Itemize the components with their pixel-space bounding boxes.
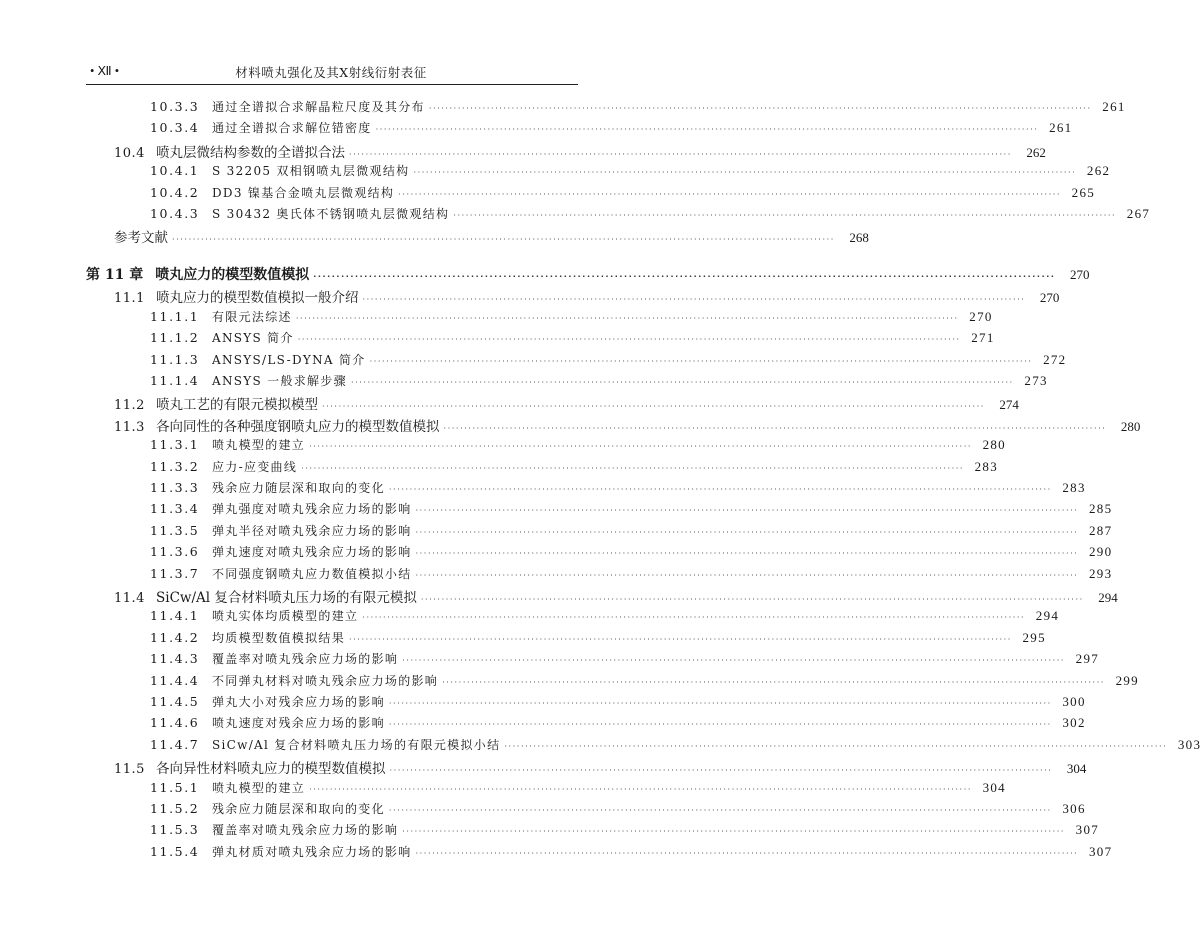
toc-entry	[0, 458, 999, 478]
entry-title: 各向异性材料喷丸应力的模型数值模拟	[156, 761, 386, 778]
dot-leader: ································································································································································	[413, 168, 1077, 178]
dot-leader: ································································································································································	[172, 235, 835, 245]
entry-page-number: 285	[1088, 501, 1113, 517]
entry-title: 喷丸应力的模型数值模拟	[155, 266, 310, 283]
entry-title: S 32205 双相钢喷丸层微观结构	[212, 164, 410, 179]
entry-title: ANSYS 一般求解步骤	[212, 373, 347, 388]
entry-title: 弹丸强度对喷丸残余应力场的影响	[212, 502, 412, 517]
header-rule	[86, 84, 578, 85]
toc-entry	[0, 393, 1019, 414]
entry-page-number: 270	[969, 308, 993, 324]
entry-page-number: 283	[1062, 479, 1086, 495]
dot-leader: ································································································································································	[453, 211, 1117, 220]
toc-entry	[0, 286, 1060, 307]
toc-entry	[0, 757, 1087, 778]
toc-entry	[0, 141, 1046, 161]
entry-title: 覆盖率对喷丸残余应力场的影响	[212, 652, 399, 667]
toc-entry	[0, 586, 1118, 606]
toc-entry	[0, 372, 1048, 392]
entry-page-number: 270	[1069, 266, 1090, 282]
entry-title: 不同强度钢喷丸应力数值模拟小结	[212, 566, 412, 581]
dot-leader: ································································································································································	[388, 484, 1052, 494]
entry-page-number: 295	[1022, 629, 1046, 645]
entry-title: SiCw/Al 复合材料喷丸压力场的有限元模拟小结	[212, 737, 501, 752]
entry-number: 11.3	[114, 419, 145, 435]
entry-page-number: 262	[1086, 163, 1111, 179]
entry-number: 11.3.3	[150, 479, 200, 495]
entry-title: 参考文献	[114, 230, 168, 247]
entry-number: 11.1.2	[150, 330, 200, 346]
entry-page-number: 287	[1088, 522, 1113, 538]
entry-number: 11.1.4	[150, 372, 200, 388]
toc-entry	[0, 98, 1126, 118]
entry-page-number: 273	[1024, 372, 1048, 388]
toc-entry	[0, 714, 1086, 734]
entry-page-number: 265	[1071, 184, 1096, 200]
entry-number: 11.2	[114, 398, 145, 414]
entry-page-number: 274	[999, 397, 1019, 413]
entry-title: 应力-应变曲线	[212, 459, 298, 474]
entry-title: 不同弹丸材料对喷丸残余应力场的影响	[212, 673, 439, 688]
entry-number: 11.5.1	[150, 779, 200, 795]
entry-number: 11.3.4	[150, 501, 200, 517]
dot-leader: ································································································································································	[415, 570, 1079, 580]
toc-entry	[0, 119, 1073, 139]
dot-leader: ································································································································································	[301, 463, 965, 473]
entry-page-number: 306	[1062, 800, 1086, 816]
toc-entry	[0, 351, 1067, 371]
entry-number: 11.4.4	[150, 672, 200, 688]
entry-number: 11.3.2	[150, 458, 200, 474]
entry-page-number: 261	[1049, 120, 1073, 136]
toc-entry	[0, 650, 1100, 670]
entry-number: 第 11 章	[86, 266, 144, 283]
dot-leader: ································································································································································	[398, 189, 1062, 199]
entry-number: 11.4	[114, 590, 145, 606]
entry-title: ANSYS 简介	[212, 331, 294, 346]
toc-entry	[0, 226, 869, 247]
toc-entry	[0, 308, 993, 328]
dot-leader: ································································································································································	[309, 442, 972, 452]
toc-entry	[0, 629, 1046, 649]
dot-leader: ································································································································································	[349, 634, 1012, 644]
toc-entry	[0, 779, 1006, 799]
entry-number: 10.4.1	[150, 163, 200, 179]
entry-number: 10.4.3	[150, 206, 200, 221]
entry-number: 11.4.6	[150, 715, 200, 731]
dot-leader: ································································································································································	[504, 741, 1168, 751]
entry-title: 喷丸工艺的有限元模拟模型	[156, 397, 318, 414]
entry-title: 均质模型数值模拟结果	[212, 630, 346, 645]
entry-number: 10.4	[114, 145, 145, 161]
toc-entry	[0, 821, 1100, 841]
entry-title: DD3 镍基合金喷丸层微观结构	[212, 185, 395, 200]
chapter-entry	[0, 264, 1090, 284]
dot-leader: ································································································································································	[369, 356, 1033, 366]
entry-number: 11.4.5	[150, 693, 200, 709]
dot-leader: ································································································································································	[428, 104, 1092, 113]
entry-title: 喷丸模型的建立	[212, 438, 306, 453]
entry-page-number: 307	[1088, 843, 1113, 859]
dot-leader: ································································································································································	[313, 271, 1056, 281]
dot-leader: ································································································································································	[442, 677, 1105, 687]
entry-page-number: 304	[1066, 761, 1087, 777]
toc-entry	[0, 162, 1111, 182]
entry-page-number: 307	[1075, 822, 1100, 838]
entry-number: 11.4.1	[150, 608, 200, 624]
dot-leader: ································································································································································	[420, 594, 1084, 604]
dot-leader: ································································································································································	[388, 720, 1052, 730]
dot-leader: ································································································································································	[388, 805, 1052, 815]
entry-page-number: 271	[971, 330, 995, 346]
toc-entry	[0, 736, 1201, 756]
toc-entry	[0, 184, 1096, 204]
entry-number: 11.3.1	[150, 437, 200, 453]
entry-page-number: 261	[1102, 99, 1126, 114]
entry-number: 11.3.6	[150, 544, 200, 560]
toc-entry	[0, 543, 1113, 563]
entry-number: 11.3.5	[150, 522, 200, 538]
entry-page-number: 262	[1026, 144, 1046, 160]
dot-leader: ································································································································································	[362, 295, 1026, 305]
entry-number: 11.5.4	[150, 843, 200, 859]
dot-leader: ································································································································································	[415, 549, 1079, 559]
entry-title: 弹丸速度对喷丸残余应力场的影响	[212, 545, 412, 560]
entry-page-number: 280	[982, 437, 1006, 453]
entry-number: 11.4.2	[150, 629, 200, 645]
entry-number: 11.5	[114, 762, 145, 778]
entry-page-number: 294	[1098, 589, 1118, 605]
dot-leader: ································································································································································	[375, 125, 1039, 135]
toc-entry	[0, 800, 1086, 820]
dot-leader: ································································································································································	[389, 766, 1053, 776]
entry-title: 通过全谱拟合求解晶粒尺度及其分布	[212, 100, 425, 114]
entry-title: 通过全谱拟合求解位错密度	[212, 121, 372, 136]
toc-entry	[0, 672, 1139, 692]
toc-entry	[0, 693, 1086, 713]
dot-leader: ································································································································································	[415, 848, 1079, 858]
dot-leader: ································································································································································	[415, 506, 1079, 516]
dot-leader: ································································································································································	[297, 335, 961, 345]
entry-number: 10.3.3	[150, 99, 200, 114]
entry-title: 各向同性的各种强度钢喷丸应力的模型数值模拟	[156, 418, 440, 435]
entry-title: 有限元法综述	[212, 309, 292, 324]
entry-page-number: 294	[1035, 608, 1060, 624]
entry-number: 11.4.3	[150, 651, 200, 667]
dot-leader: ································································································································································	[349, 149, 1012, 159]
entry-page-number: 303	[1177, 736, 1201, 752]
entry-title: 覆盖率对喷丸残余应力场的影响	[212, 823, 399, 838]
entry-page-number: 299	[1115, 672, 1139, 688]
entry-page-number: 304	[982, 779, 1006, 795]
entry-page-number: 300	[1062, 693, 1086, 709]
entry-title: 弹丸材质对喷丸残余应力场的影响	[212, 844, 412, 859]
toc-entry	[0, 415, 1141, 435]
entry-number: 11.1.1	[150, 308, 200, 324]
entry-title: 弹丸大小对残余应力场的影响	[212, 694, 385, 709]
entry-title: S 30432 奥氏体不锈钢喷丸层微观结构	[212, 207, 450, 221]
entry-title: 残余应力随层深和取向的变化	[212, 480, 385, 495]
entry-page-number: 283	[974, 458, 999, 474]
entry-title: SiCw/Al 复合材料喷丸压力场的有限元模拟	[156, 589, 417, 606]
running-title: 材料喷丸强化及其X射线衍射表征	[235, 65, 427, 80]
entry-page-number: 297	[1075, 651, 1100, 667]
entry-page-number: 270	[1039, 290, 1060, 306]
entry-title: 喷丸速度对残余应力场的影响	[212, 716, 385, 731]
entry-number: 11.1.3	[150, 351, 200, 367]
toc-entry	[0, 205, 1151, 225]
toc-entry	[0, 843, 1113, 863]
dot-leader: ································································································································································	[350, 377, 1014, 387]
dot-leader: ································································································································································	[443, 423, 1107, 433]
toc-entry	[0, 329, 995, 349]
toc-entry	[0, 565, 1113, 585]
dot-leader: ································································································································································	[362, 613, 1026, 623]
entry-number: 11.5.3	[150, 822, 200, 838]
page-header	[86, 60, 576, 82]
entry-title: 喷丸层微结构参数的全谱拟合法	[156, 144, 345, 161]
entry-number: 10.3.4	[150, 120, 200, 136]
entry-page-number: 268	[849, 230, 869, 246]
dot-leader: ································································································································································	[402, 656, 1066, 666]
dot-leader: ································································································································································	[295, 313, 959, 323]
dot-leader: ································································································································································	[309, 784, 972, 794]
entry-page-number: 293	[1088, 565, 1113, 581]
dot-leader: ································································································································································	[322, 402, 985, 412]
entry-page-number: 272	[1043, 351, 1067, 367]
toc-entry	[0, 500, 1113, 520]
dot-leader: ································································································································································	[402, 827, 1066, 837]
entry-title: 弹丸半径对喷丸残余应力场的影响	[212, 523, 412, 538]
entry-page-number: 280	[1120, 418, 1141, 434]
page-number: • Ⅻ •	[90, 64, 120, 78]
entry-title: ANSYS/LS-DYNA 简介	[212, 352, 366, 367]
toc-entry	[0, 607, 1060, 627]
toc-entry	[0, 522, 1113, 542]
entry-title: 喷丸应力的模型数值模拟一般介绍	[156, 290, 359, 307]
entry-page-number: 290	[1088, 544, 1113, 560]
entry-number: 11.5.2	[150, 800, 200, 816]
dot-leader: ································································································································································	[415, 527, 1079, 537]
entry-number: 11.3.7	[150, 565, 200, 581]
entry-number: 11.4.7	[150, 736, 200, 752]
entry-title: 喷丸模型的建立	[212, 780, 306, 795]
entry-page-number: 267	[1126, 206, 1151, 221]
entry-number: 11.1	[114, 291, 145, 307]
entry-number: 10.4.2	[150, 184, 200, 200]
entry-title: 残余应力随层深和取向的变化	[212, 801, 385, 816]
toc-entry	[0, 479, 1086, 499]
toc-entry	[0, 436, 1006, 456]
dot-leader: ································································································································································	[388, 698, 1052, 708]
entry-page-number: 302	[1062, 715, 1086, 731]
entry-title: 喷丸实体均质模型的建立	[212, 609, 359, 624]
